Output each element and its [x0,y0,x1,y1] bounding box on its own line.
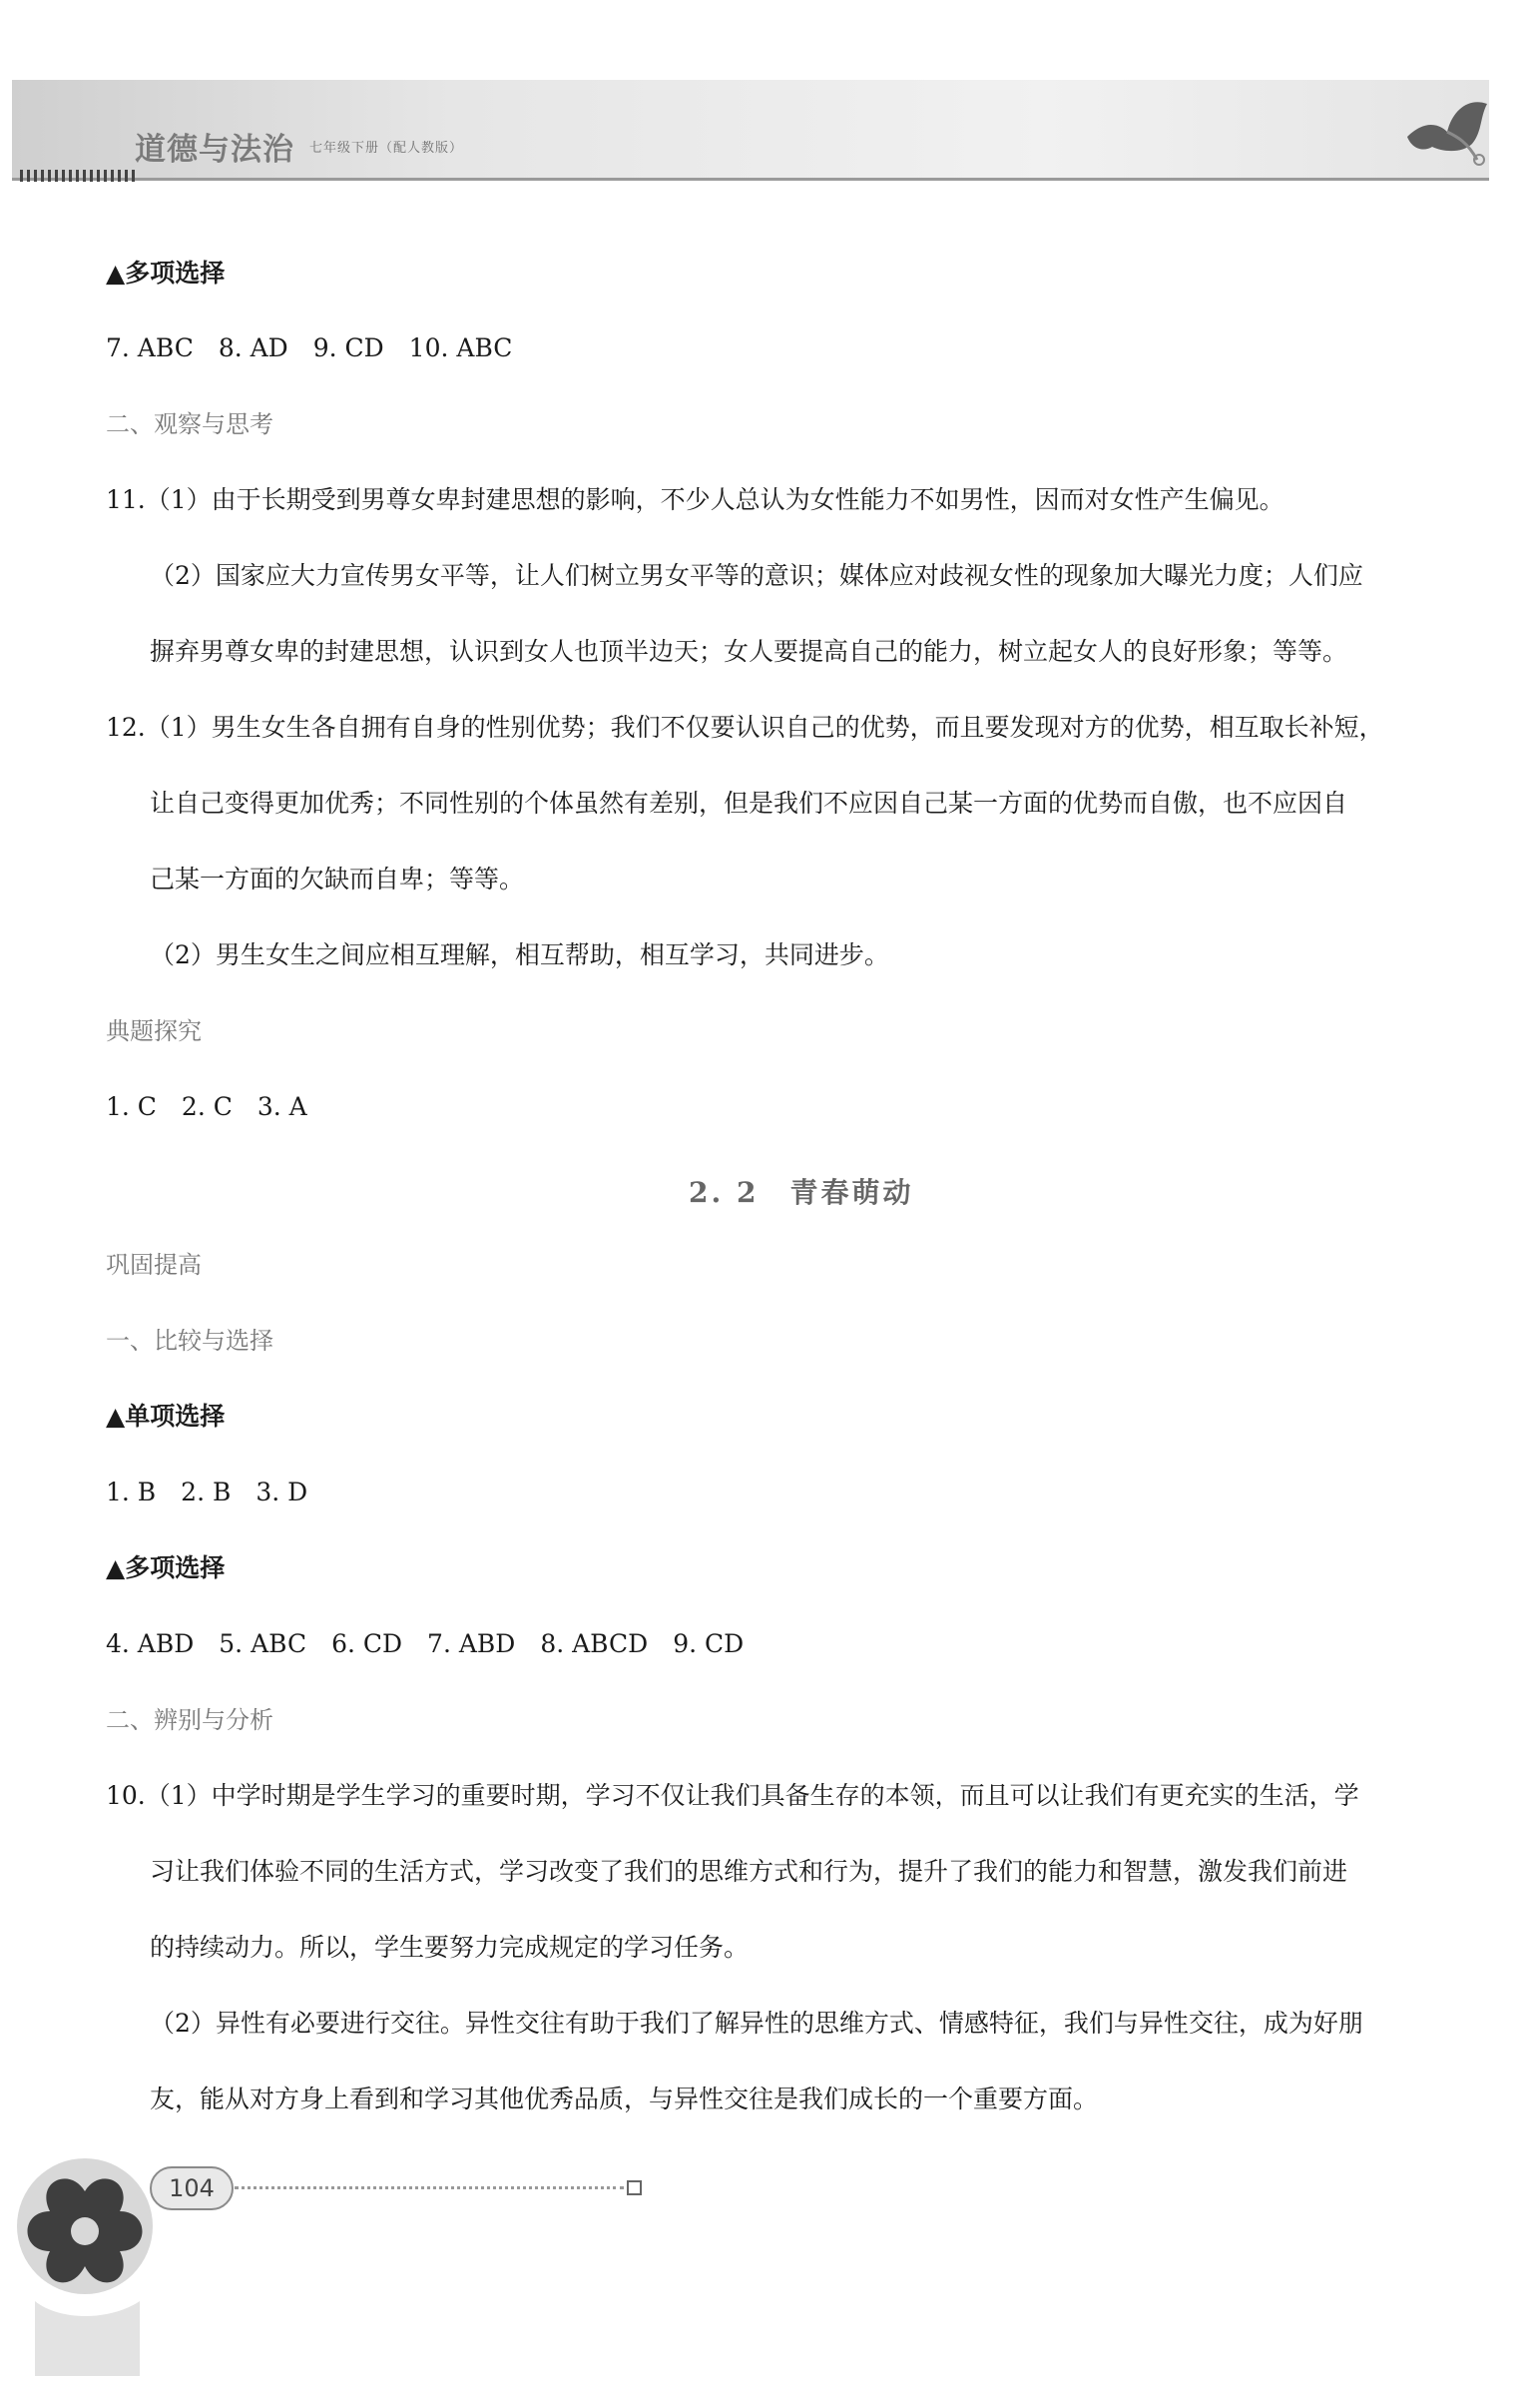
answer-q12-part1-line3: 己某一方面的欠缺而自卑；等等。 [150,865,525,894]
section-heading-distinguish-analyze: 二、辨别与分析 [106,1706,273,1734]
multi-choice-answers: 7. ABC 8. AD 9. CD 10. ABC [106,333,513,362]
answer-q11-part2-line1: （2）国家应大力宣传男女平等，让人们树立男女平等的意识；媒体应对歧视女性的现象加大曝光力度；人们应 [150,561,1363,590]
footer-square-icon [627,2180,642,2195]
answer-q10-part1-line2: 习让我们体验不同的生活方式，学习改变了我们的思维方式和行为，提升了我们的能力和智慧，激发我们前进 [150,1857,1348,1886]
page-number-badge: 104 [150,2166,234,2210]
section-title: 2. 2 青春萌动 [689,1176,914,1209]
flower-decoration-icon [15,2151,160,2376]
typical-problems-answers: 1. C 2. C 3. A [106,1092,307,1121]
book-title: 道德与法治 [135,132,294,168]
book-subtitle: 七年级下册（配人教版） [309,141,464,156]
section-heading-compare-choose: 一、比较与选择 [106,1327,273,1355]
consolidate-heading: 巩固提高 [106,1251,202,1279]
answer-q12-part2: （2）男生女生之间应相互理解，相互帮助，相互学习，共同进步。 [150,940,889,969]
single-choice-label: ▲单项选择 [106,1402,226,1431]
answer-q11-part2-line2: 摒弃男尊女卑的封建思想，认识到女人也顶半边天；女人要提高自己的能力，树立起女人的良好形象；等等。 [150,637,1348,666]
typical-problems-heading: 典题探究 [106,1017,202,1045]
leaf-decoration-icon [1402,92,1492,167]
header-rule [12,178,1489,181]
multi-choice-answers-2: 4. ABD 5. ABC 6. CD 7. ABD 8. ABCD 9. CD [106,1629,745,1658]
answer-q10-part1-line1: 10.（1）中学时期是学生学习的重要时期，学习不仅让我们具备生存的本领，而且可以让我们有更充实的生活，学 [106,1781,1359,1810]
multi-choice-label-2: ▲多项选择 [106,1553,226,1582]
answer-q10-part2-line1: （2）异性有必要进行交往。异性交往有助于我们了解异性的思维方式、情感特征，我们与异性交往，成为好朋 [150,2009,1363,2038]
answer-q12-part1-line2: 让自己变得更加优秀；不同性别的个体虽然有差别，但是我们不应因自己某一方面的优势而自傲，也不应因自 [150,789,1348,818]
header-barcode-decoration [20,170,138,182]
section-heading-observe-think: 二、观察与思考 [106,410,273,438]
answer-q11-part1: 11.（1）由于长期受到男尊女卑封建思想的影响，不少人总认为女性能力不如男性，因而对女性产生偏见。 [106,485,1284,514]
answer-q12-part1-line1: 12.（1）男生女生各自拥有自身的性别优势；我们不仅要认识自己的优势，而且要发现对方的优势，相互取长补短， [106,713,1384,742]
single-choice-answers: 1. B 2. B 3. D [106,1478,308,1506]
multi-choice-label: ▲多项选择 [106,259,226,288]
answer-q10-part1-line3: 的持续动力。所以，学生要努力完成规定的学习任务。 [150,1933,750,1962]
answer-q10-part2-line2: 友，能从对方身上看到和学习其他优秀品质，与异性交往是我们成长的一个重要方面。 [150,2085,1099,2113]
footer-dotted-line [235,2186,624,2189]
